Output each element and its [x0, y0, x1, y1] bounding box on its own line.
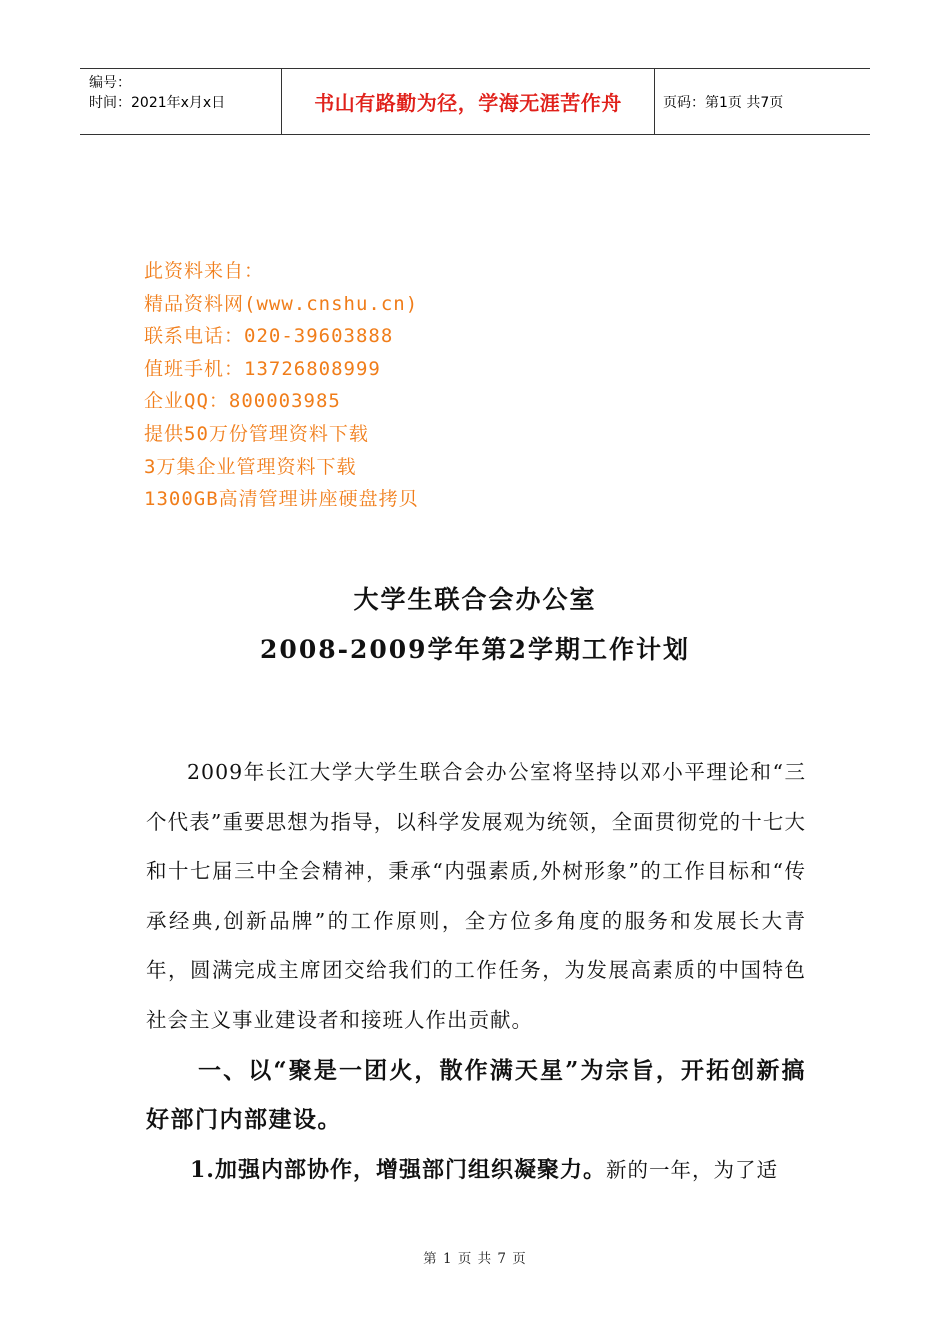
header-motto: 书山有路勤为径，学海无涯苦作舟 — [282, 69, 655, 134]
subsection-text: 新的一年，为了适 — [605, 1158, 778, 1182]
document-title: 大学生联合会办公室 — [353, 585, 597, 614]
subsection-line — [146, 1146, 810, 1195]
source-line: 1300GB高清管理讲座硬盘拷贝 — [144, 488, 419, 511]
source-line: 联系电话：020-39603888 — [144, 325, 394, 348]
page-footer: 第 1 页 共 7 页 — [423, 1251, 527, 1267]
source-line: 企业QQ：800003985 — [144, 390, 341, 413]
source-line: 精品资料网(www.cnshu.cn) — [144, 292, 419, 315]
section-heading: 一、以“聚是一团火，散作满天星”为宗旨，开拓创新搞好部门内部建设。 — [146, 1057, 806, 1133]
document-header — [80, 68, 870, 135]
source-line: 此资料来自： — [144, 260, 265, 282]
header-meta-cell — [80, 69, 282, 134]
number-label: 编号： — [89, 75, 131, 91]
source-line: 值班手机：13726808999 — [144, 357, 381, 380]
header-page-info: 页码：第1页 共7页 — [663, 94, 784, 111]
time-label: 时间：2021年x月x日 — [89, 95, 226, 111]
document-subtitle: 2008-2009学年第2学期工作计划 — [260, 635, 690, 664]
source-line: 提供50万份管理资料下载 — [144, 422, 369, 445]
body-paragraph: 2009年长江大学大学生联合会办公室将坚持以邓小平理论和“三个代表”重要思想为指导，以科学发展观为统领，全面贯彻党的十七大和十七届三中全会精神，秉承“内强素质,外树形象”的工作目标和“传承经典,创新品牌”的工作原则，全方位多角度的服务和发展长大青年，圆满完成主席团交给我们的工作任务，为发展高素质的中国特色社会主义事业建设者和接班人作出贡献。 — [146, 760, 806, 1032]
subsection-heading: 1.加强内部协作，增强部门组织凝聚力。 — [190, 1157, 606, 1183]
source-line: 3万集企业管理资料下载 — [144, 455, 357, 478]
source-info-block — [144, 255, 419, 516]
